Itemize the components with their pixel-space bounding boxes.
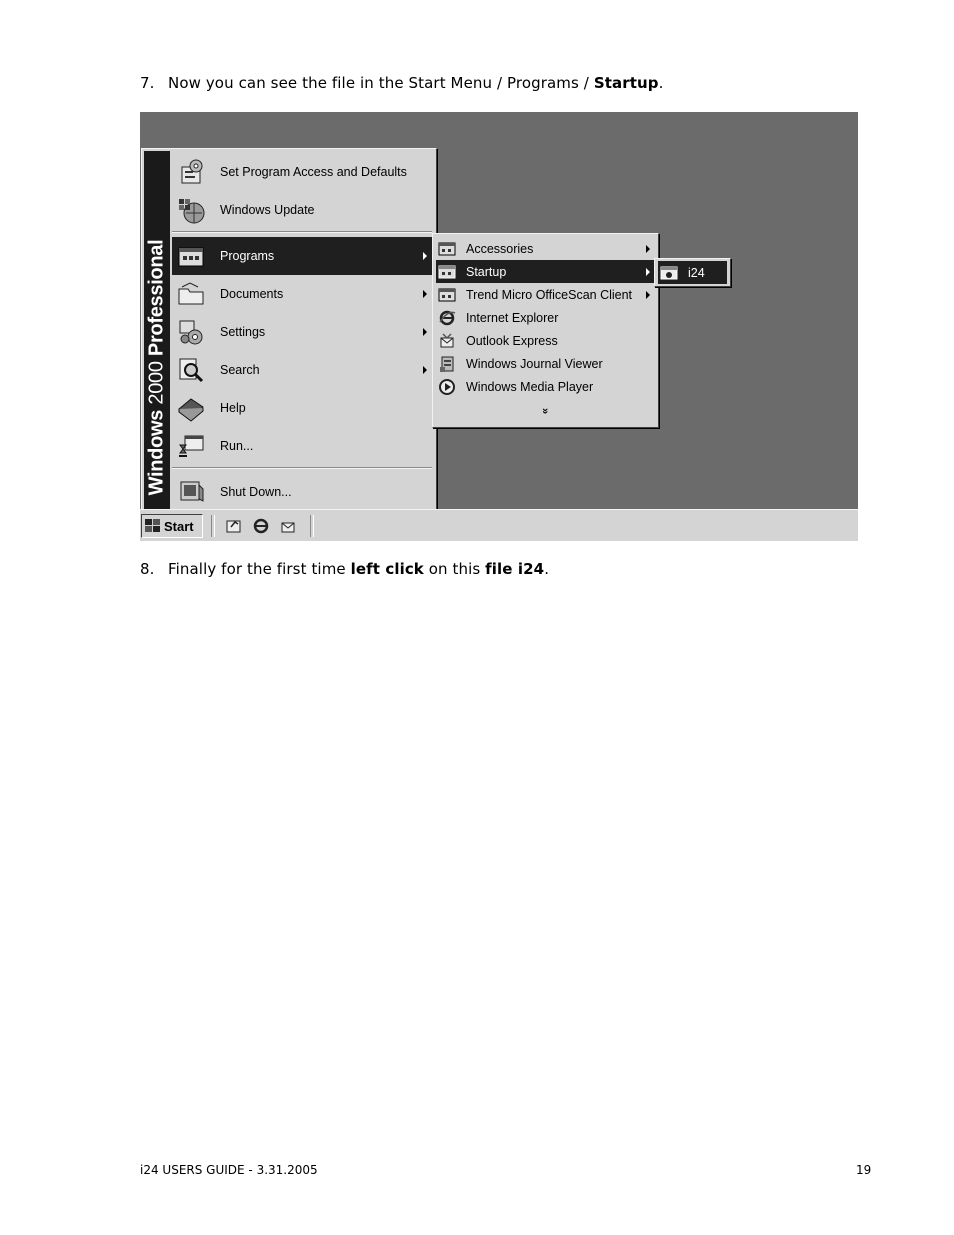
i24-app-icon	[660, 264, 678, 282]
run-icon	[176, 431, 206, 461]
step-text-end: .	[658, 74, 664, 92]
footer-page-number: 19	[856, 1163, 872, 1177]
start-menu-banner	[144, 151, 170, 509]
programs-item-outlook-express[interactable]: Outlook Express	[436, 329, 655, 352]
help-book-icon	[176, 393, 206, 423]
programs-submenu	[432, 233, 659, 428]
start-item-search[interactable]: Search	[172, 351, 433, 389]
submenu-arrow-icon	[423, 366, 427, 374]
submenu-arrow-icon	[646, 268, 650, 276]
outlook-express-icon	[438, 332, 456, 350]
step-bold-file: file i24	[485, 560, 545, 578]
screenshot-desktop	[140, 112, 858, 541]
step-bold-left-click: left click	[350, 560, 424, 578]
windows-update-icon	[176, 195, 206, 225]
startup-item-i24[interactable]: i24	[658, 261, 727, 284]
internet-explorer-icon	[438, 309, 456, 327]
start-item-windows-update[interactable]: Windows Update	[172, 191, 433, 229]
programs-item-media-player[interactable]: Windows Media Player	[436, 375, 655, 398]
menu-separator	[172, 467, 432, 469]
start-item-shut-down[interactable]: Shut Down...	[172, 473, 433, 511]
submenu-arrow-icon	[423, 252, 427, 260]
footer-guide-title: i24 USERS GUIDE - 3.31.2005	[140, 1163, 318, 1177]
expand-more-chevron-icon[interactable]: »	[539, 407, 551, 415]
menu-separator	[172, 231, 432, 233]
programs-item-trend-micro[interactable]: Trend Micro OfficeScan Client	[436, 283, 655, 306]
programs-item-startup[interactable]: Startup	[436, 260, 655, 283]
start-item-set-program-access[interactable]: Set Program Access and Defaults	[172, 153, 433, 191]
start-item-settings[interactable]: Settings	[172, 313, 433, 351]
start-item-run[interactable]: Run...	[172, 427, 433, 465]
step-text: Finally for the first time	[168, 560, 351, 578]
step-number: 8.	[140, 560, 155, 578]
start-button[interactable]: Start	[141, 514, 203, 538]
step-8	[140, 560, 549, 578]
startup-submenu	[654, 258, 731, 287]
start-item-documents[interactable]: Documents	[172, 275, 433, 313]
media-player-icon	[438, 378, 456, 396]
banner-text: Windows 2000 Professional	[145, 239, 168, 496]
internet-explorer-icon[interactable]	[252, 517, 270, 535]
programs-folder-icon	[176, 241, 206, 271]
settings-icon	[176, 317, 206, 347]
journal-viewer-icon	[438, 355, 456, 373]
taskbar-separator	[211, 515, 215, 537]
submenu-arrow-icon	[646, 245, 650, 253]
programs-item-internet-explorer[interactable]: Internet Explorer	[436, 306, 655, 329]
search-icon	[176, 355, 206, 385]
documents-folder-icon	[176, 279, 206, 309]
programs-item-journal-viewer[interactable]: Windows Journal Viewer	[436, 352, 655, 375]
show-desktop-icon[interactable]	[225, 517, 243, 535]
start-item-help[interactable]: Help	[172, 389, 433, 427]
start-item-programs[interactable]: Programs	[172, 237, 433, 275]
program-group-icon	[438, 263, 456, 281]
step-number: 7.	[140, 74, 155, 92]
shutdown-icon	[176, 477, 206, 507]
program-access-icon	[176, 157, 206, 187]
submenu-arrow-icon	[423, 328, 427, 336]
submenu-arrow-icon	[423, 290, 427, 298]
step-text-end: .	[544, 560, 550, 578]
step-text: on this	[423, 560, 486, 578]
submenu-arrow-icon	[646, 291, 650, 299]
start-menu	[141, 148, 437, 512]
program-group-icon	[438, 286, 456, 304]
step-7	[140, 74, 663, 92]
programs-item-accessories[interactable]: Accessories	[436, 237, 655, 260]
step-bold: Startup	[593, 74, 659, 92]
outlook-express-icon[interactable]	[279, 517, 297, 535]
taskbar	[140, 509, 858, 541]
program-group-icon	[438, 240, 456, 258]
windows-logo-icon	[144, 518, 162, 534]
step-text: Now you can see the file in the Start Menu / Programs /	[168, 74, 594, 92]
taskbar-separator	[310, 515, 314, 537]
